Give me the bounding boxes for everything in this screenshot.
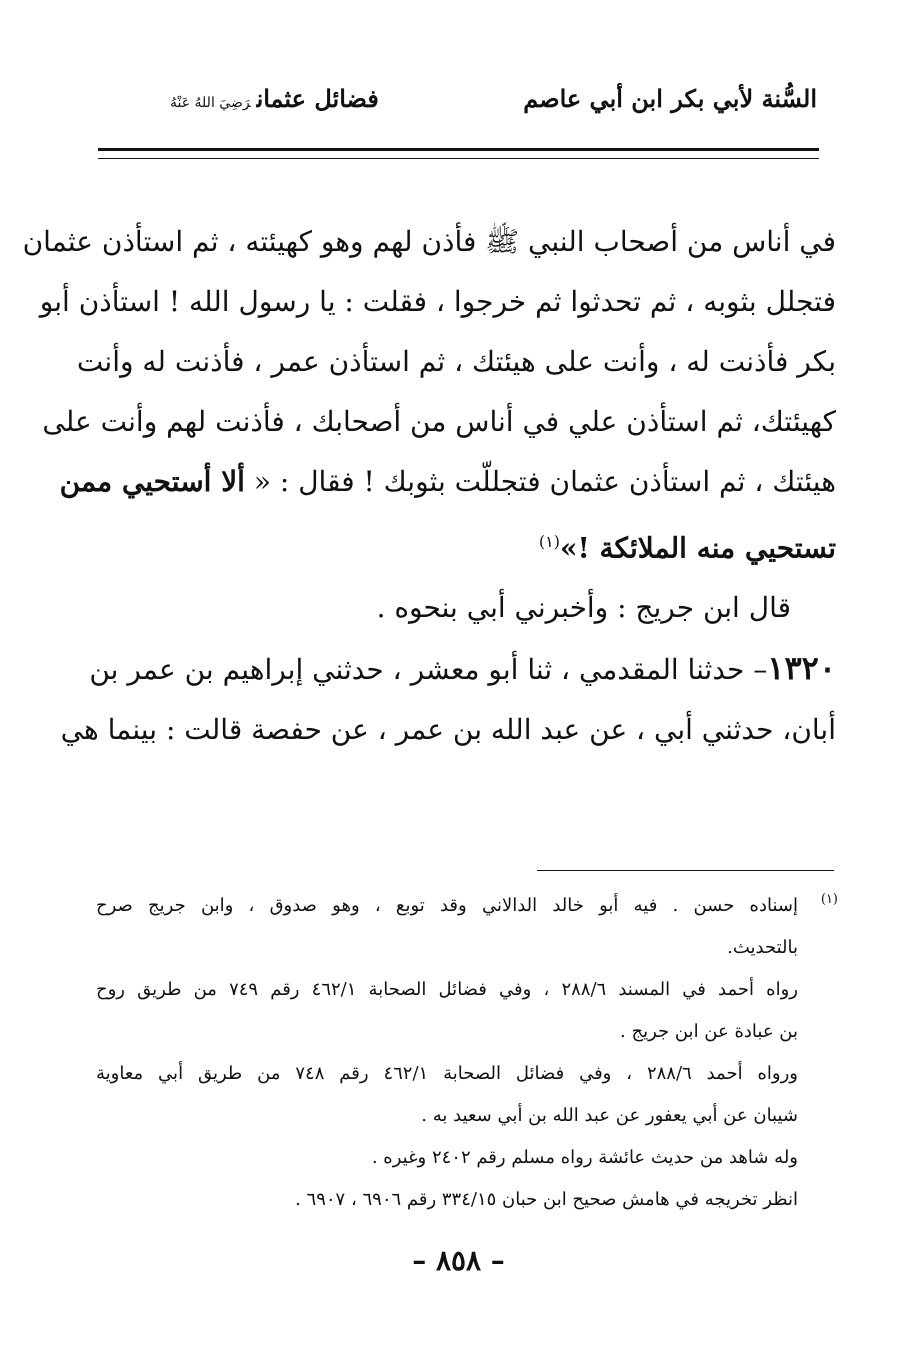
footnote-line: رواه أحمد في المسند ٢٨٨/٦ ، وفي فضائل الصحابة ٤٦٢/١ رقم ٧٤٩ من طريق روح (96, 979, 798, 1000)
prophetic-quote-end: تستحيي منه الملائكة !» (559, 531, 836, 565)
header-rule-thick (98, 148, 819, 151)
footnote-line: إسناده حسن . فيه أبو خالد الدالاني وقد توبع ، وهو صدوق ، وابن جريج صرح (96, 895, 798, 916)
footnote-body (96, 885, 798, 1221)
text-line: في أناس من أصحاب النبي ﷺ فأذن لهم وهو كهيئته ، ثم استأذن عثمان (22, 225, 836, 258)
footnote-line: شيبان عن أبي يعفور عن عبد الله بن أبي سعيد به . (421, 1105, 798, 1126)
running-header (170, 78, 817, 118)
text-segment: هيئتك ، ثم استأذن عثمان فتجللّت بثوبك ! فقال : « (253, 465, 836, 498)
footnote-line: بن عبادة عن ابن جريج . (620, 1021, 798, 1042)
footnote-ref[interactable]: (١) (538, 532, 560, 551)
header-rule-thin (98, 158, 819, 159)
footnote-marker: (١) (820, 892, 838, 907)
footnote-line: وله شاهد من حديث عائشة رواه مسلم رقم ٢٤٠٢ وغيره . (371, 1147, 798, 1168)
footnotes (96, 885, 838, 1221)
main-text (22, 212, 836, 760)
chapter-title (170, 84, 379, 113)
footnote-separator (537, 870, 834, 871)
text-line: قال ابن جريج : وأخبرني أبي بنحوه . (376, 591, 791, 625)
prophetic-quote: ألا أستحيي ممن (59, 465, 245, 498)
chapter-title-text: فضائل عثمان (256, 83, 379, 113)
text-line: كهيئتك، ثم استأذن علي في أناس من أصحابك ، فأذنت لهم وأنت على (42, 405, 836, 438)
text-line (96, 512, 836, 578)
text-line: فتجلل بثوبه ، ثم تحدثوا ثم خرجوا ، فقلت : يا رسول الله ! استأذن أبو (39, 285, 836, 318)
hadith-line (89, 638, 836, 700)
text-line: أبان، حدثني أبي ، عن عبد الله بن عمر ، عن حفصة قالت : بينما هي (60, 713, 836, 747)
book-title: السُّنة لأبي بكر ابن أبي عاصم (523, 83, 817, 113)
footnote-line: انظر تخريجه في هامش صحيح ابن حبان ٣٣٤/١٥ رقم ٦٩٠٦ ، ٦٩٠٧ . (295, 1189, 798, 1210)
text-line (59, 452, 836, 512)
text-line: بكر فأذنت له ، وأنت على هيئتك ، ثم استأذن عمر ، فأذنت له وأنت (76, 345, 836, 378)
page-number: – ٨٥٨ – (412, 1244, 505, 1277)
text-segment: – حدثنا المقدمي ، ثنا أبو معشر ، حدثني إبراهيم بن عمر بن (89, 653, 768, 687)
footnote-line: ورواه أحمد ٢٨٨/٦ ، وفي فضائل الصحابة ٤٦٢/١ رقم ٧٤٨ من طريق أبي معاوية (96, 1063, 798, 1084)
hadith-number: ١٣٢٠ (767, 649, 836, 688)
footnote-line: بالتحديث. (727, 937, 798, 958)
footnote-1 (96, 885, 838, 1221)
honorific-seal: رَضِيَ اللهُ عَنْهُ (170, 94, 251, 111)
